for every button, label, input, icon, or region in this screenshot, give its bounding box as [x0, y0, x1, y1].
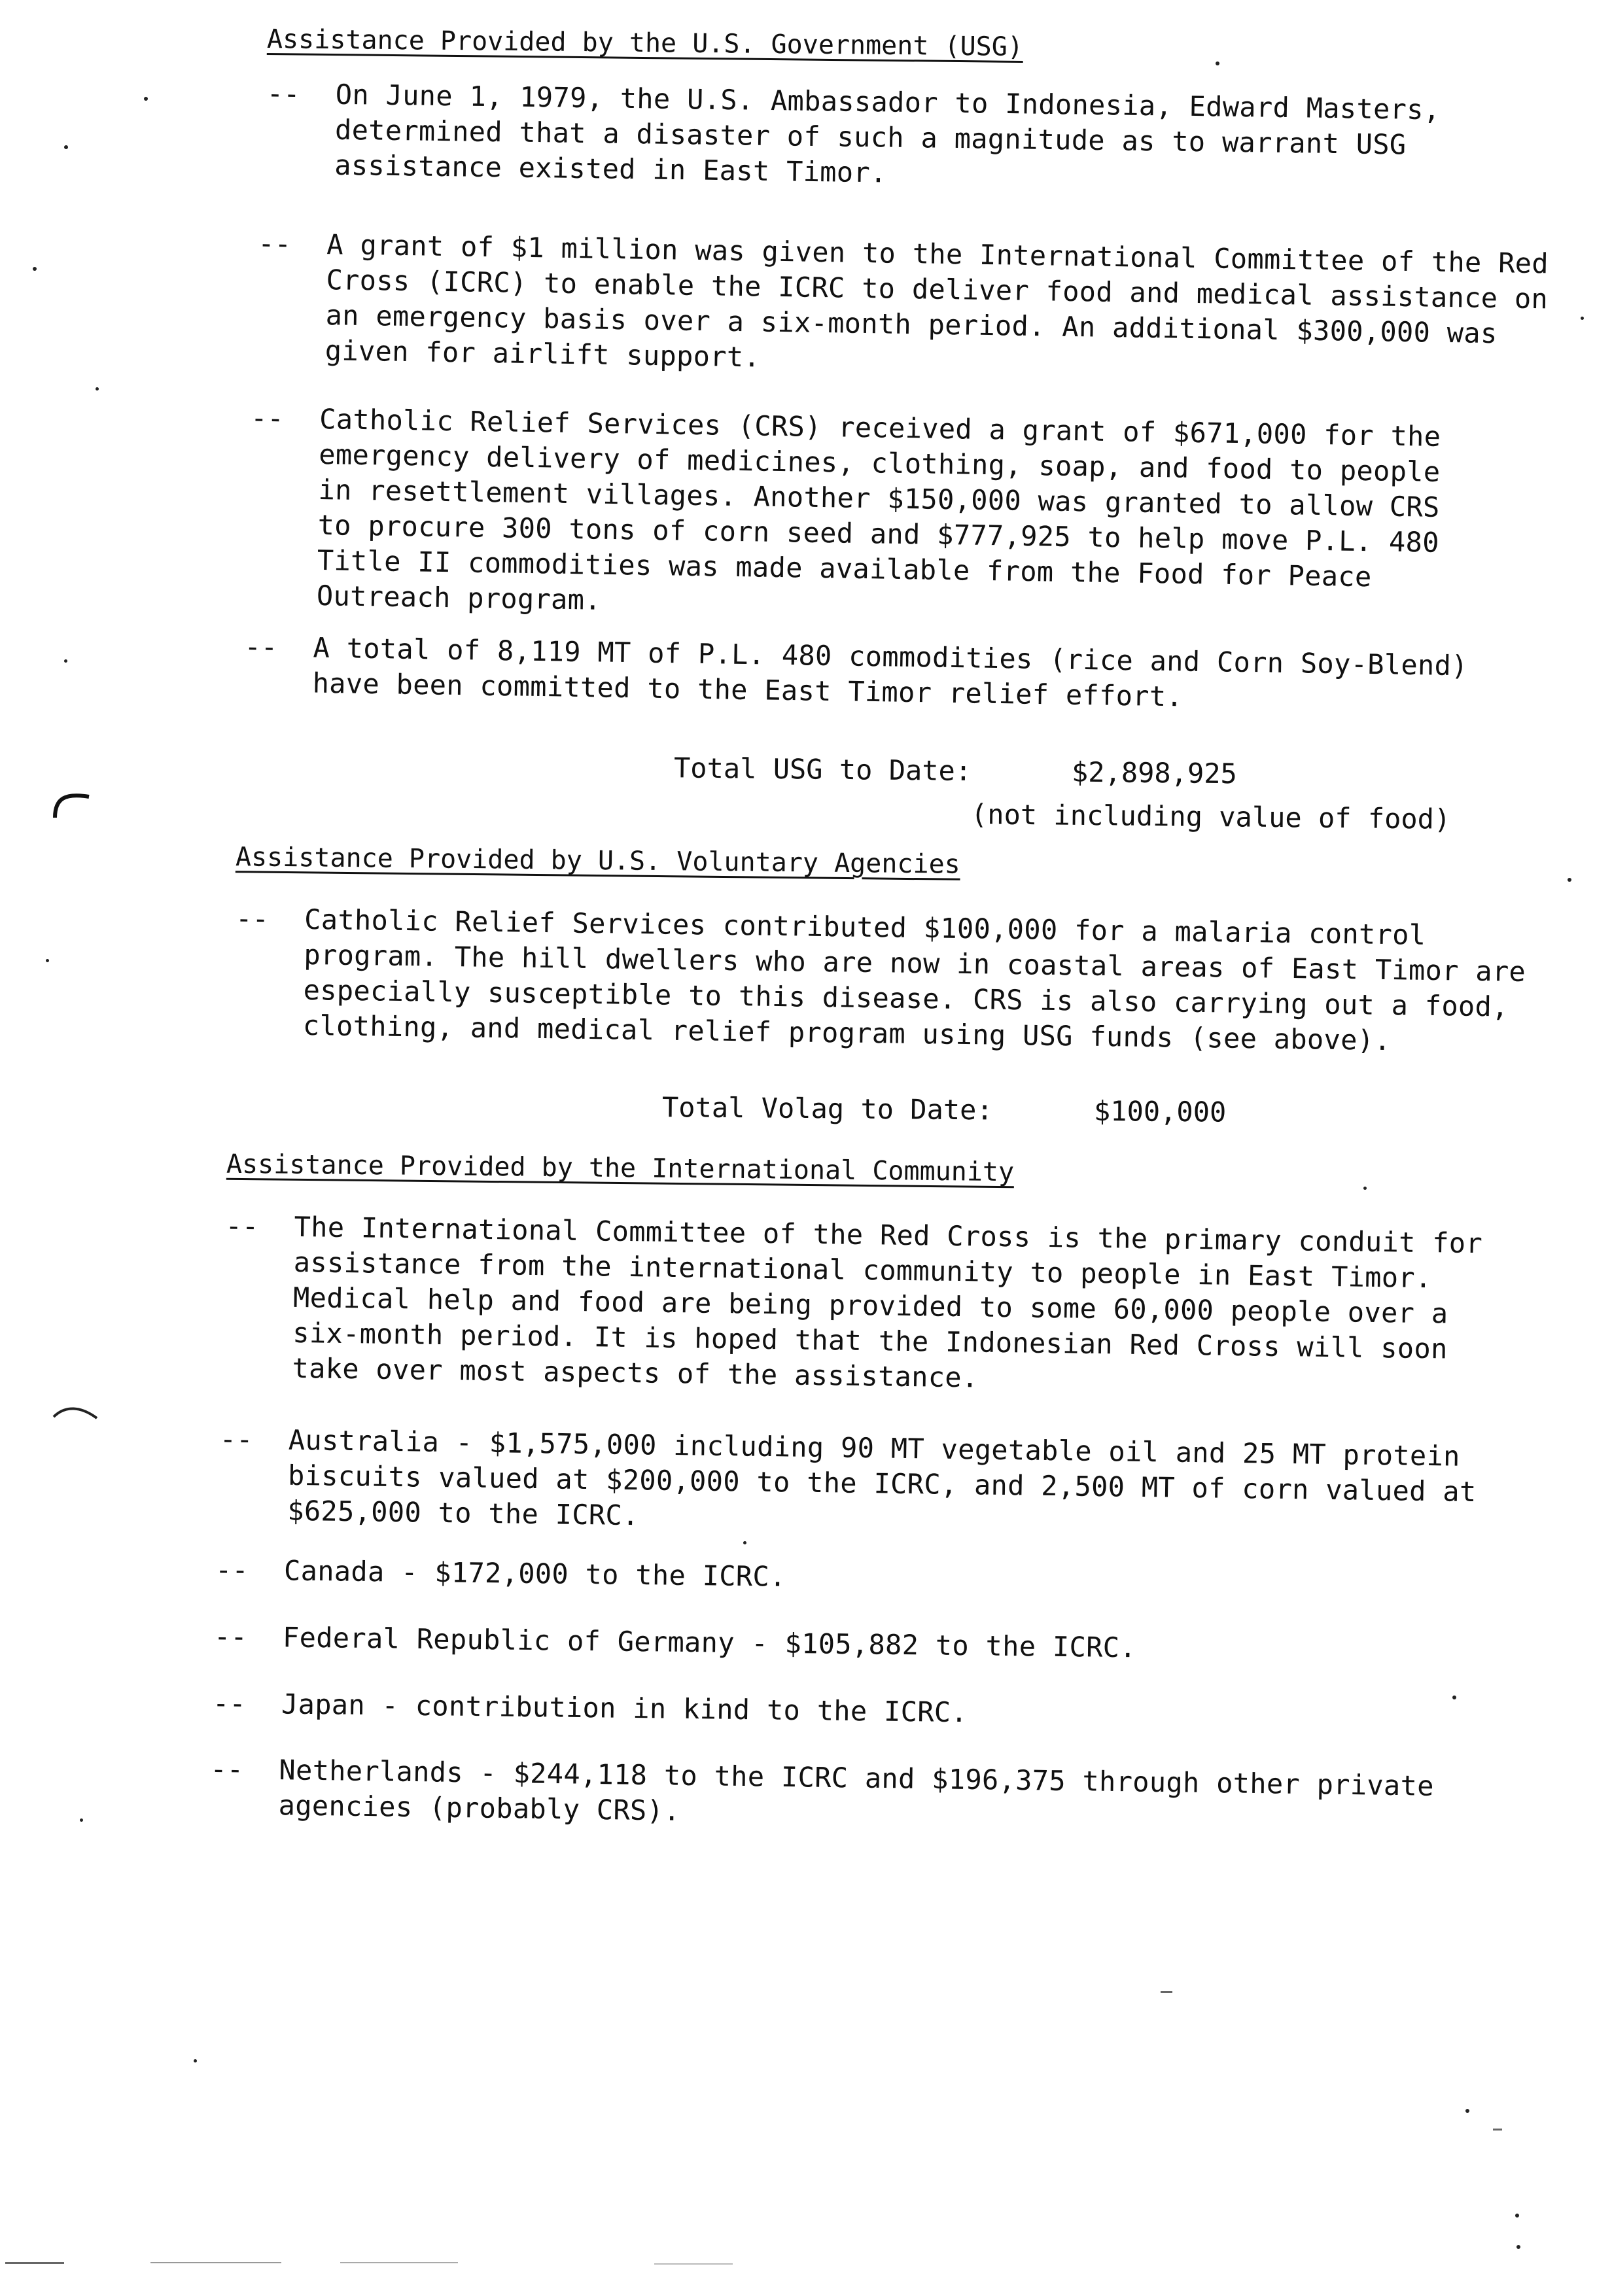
scan-mark — [1161, 1991, 1172, 1993]
list-item — [215, 1553, 1528, 1603]
list-item — [210, 1752, 1482, 1840]
list-item — [235, 902, 1535, 1060]
scan-speck — [1465, 2109, 1469, 2113]
scan-speck — [1363, 1187, 1367, 1190]
bullet-dash: -- — [250, 402, 285, 435]
list-item — [213, 1620, 1526, 1670]
scan-speck — [144, 97, 148, 101]
scan-mark — [150, 2262, 281, 2263]
item-text: A grant of $1 million was given to the International Committee of the Red Cross (ICRC) to enable the ICRC to deliver food and medical assistance on an emergency basis over a six-month period. An additional $300,000 was given for airlift support. — [324, 228, 1549, 374]
bullet-dash: -- — [212, 1687, 246, 1720]
total-label: Total Volag to Date: — [661, 1091, 993, 1126]
scan-speck — [64, 659, 67, 663]
total-amount: $100,000 — [1093, 1094, 1227, 1128]
total-usg — [674, 750, 1263, 791]
list-item — [244, 630, 1516, 720]
item-text: Catholic Relief Services contributed $100,000 for a malaria control program. The hill dwellers who are now in coastal areas of East Timor are especially susceptible to this disease. CRS is also carrying out a food, clothing, and medical relief program using USG funds (see above). — [302, 903, 1526, 1057]
list-item — [258, 227, 1569, 388]
list-item — [266, 77, 1487, 200]
scan-mark — [5, 2262, 64, 2264]
total-label: Total USG to Date: — [673, 752, 972, 788]
scan-speck — [33, 267, 37, 271]
scan-mark — [340, 2262, 458, 2263]
item-text: Canada - $172,000 to the ICRC. — [283, 1554, 786, 1593]
bullet-dash: -- — [266, 77, 300, 110]
section-heading-usg: Assistance Provided by the U.S. Government (USG) — [266, 24, 1024, 63]
bullet-dash: -- — [215, 1554, 249, 1586]
scan-speck — [1515, 2214, 1519, 2218]
scan-speck — [743, 1541, 746, 1544]
scan-speck — [1516, 2245, 1520, 2249]
scan-speck — [64, 145, 68, 149]
scan-speck — [46, 959, 49, 962]
list-item — [250, 402, 1491, 632]
item-text: Australia - $1,575,000 including 90 MT vegetable oil and 25 MT protein biscuits valued at $200,000 to the ICRC, and 2,500 MT of corn valued at $625,000 to the ICRC. — [287, 1423, 1477, 1532]
total-note: (not including value of food) — [970, 798, 1451, 835]
list-item — [219, 1423, 1532, 1546]
item-text: Catholic Relief Services (CRS) received a grant of $671,000 for the emergency delivery of medicines, clothing, soap, and food to people in resettlement villages. Another $150,000 was granted to allow CRS to procure 300 tons of corn seed and $777,925 to help move P.L. 480 Title II commodities was made available from the Food for Peace Outreach program. — [316, 402, 1441, 616]
item-text: On June 1, 1979, the U.S. Ambassador to Indonesia, Edward Masters, determined that a disaster of such a magnitude as to warrant USG assistance existed in East Timor. — [334, 78, 1441, 189]
total-volag — [662, 1090, 1251, 1130]
item-text: A total of 8,119 MT of P.L. 480 commodities (rice and Corn Soy-Blend) have been committed to the East Timor relief effort. — [312, 631, 1469, 713]
item-text: Federal Republic of Germany - $105,882 to the ICRC. — [282, 1621, 1137, 1664]
section-heading-intl: Assistance Provided by the International Community — [226, 1149, 1015, 1188]
item-text: Japan - contribution in kind to the ICRC. — [281, 1688, 968, 1729]
margin-mark — [50, 1401, 102, 1427]
scan-speck — [1216, 61, 1219, 65]
scan-mark — [654, 2263, 733, 2265]
item-text: Netherlands - $244,118 to the ICRC and $196,375 through other private agencies (probably CRS). — [278, 1754, 1435, 1827]
list-item — [225, 1209, 1524, 1403]
list-item — [212, 1686, 1525, 1737]
scan-speck — [96, 387, 99, 391]
margin-mark — [46, 785, 98, 824]
scan-speck — [80, 1818, 83, 1822]
item-text: The International Committee of the Red Cross is the primary conduit for assistance from the international community to people in East Timor. Medical help and food are being provided to some 60,000 people over a six-month period. It is hoped that the Indonesian Red Cross will soon take over most aspects of the assistance. — [292, 1210, 1483, 1394]
scan-speck — [1581, 317, 1584, 320]
bullet-dash: -- — [210, 1752, 244, 1786]
bullet-dash: -- — [235, 902, 270, 935]
bullet-dash: -- — [219, 1423, 253, 1455]
scan-speck — [1568, 878, 1571, 882]
bullet-dash: -- — [244, 630, 278, 663]
scan-mark — [1493, 2129, 1502, 2131]
scan-speck — [194, 2059, 197, 2062]
bullet-dash: -- — [225, 1209, 259, 1243]
total-amount: $2,898,925 — [1071, 756, 1238, 790]
scan-speck — [1452, 1696, 1456, 1699]
section-heading-volag: Assistance Provided by U.S. Voluntary Agencies — [235, 842, 960, 880]
bullet-dash: -- — [258, 227, 292, 260]
bullet-dash: -- — [213, 1620, 247, 1653]
